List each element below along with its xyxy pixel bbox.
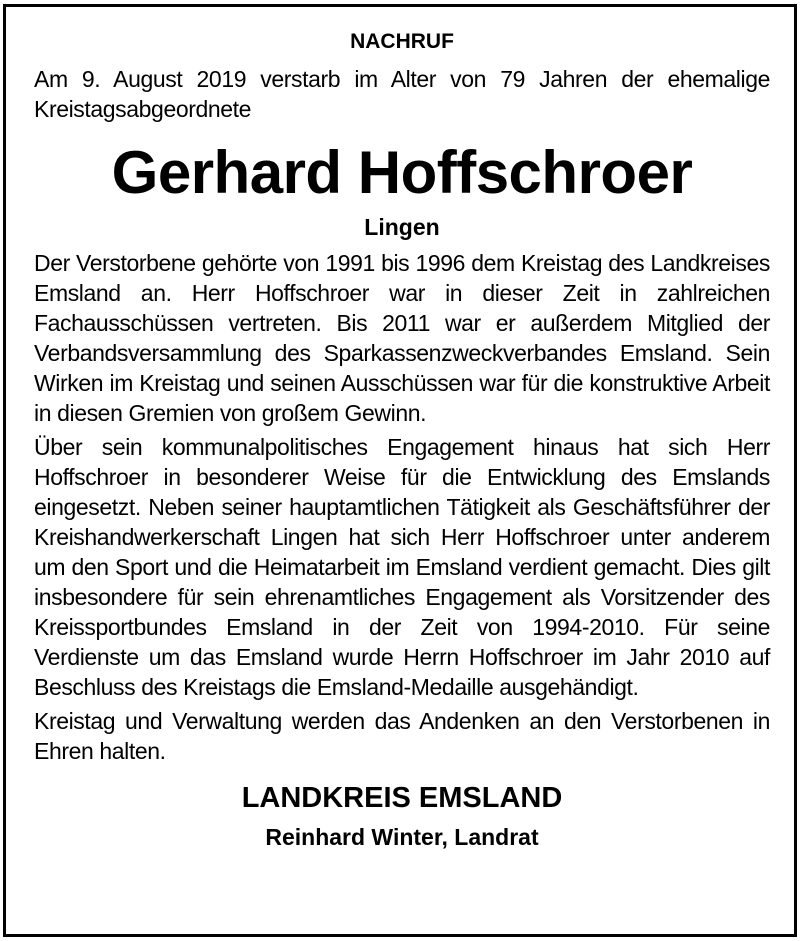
- obituary-notice: [34, 28, 770, 852]
- intro-text: Am 9. August 2019 verstarb im Alter von 79 Jahren der ehemalige Kreistagsabgeordnete: [34, 66, 770, 122]
- organization-name: LANDKREIS EMSLAND: [241, 782, 563, 814]
- signer-line: Reinhard Winter, Landrat: [265, 824, 539, 850]
- deceased-name: Gerhard Hoffschroer: [111, 139, 693, 206]
- notice-heading: NACHRUF: [350, 30, 454, 53]
- body-paragraph-3: Kreistag und Verwaltung werden das Andenken an den Verstorbenen in Ehren halten.: [34, 708, 770, 764]
- body-paragraph-2: Über sein kommunalpolitisches Engagement hinaus hat sich Herr Hoffschroer in besonderer Weise für die Entwicklung des Emslands eingesetzt. Neben seiner hauptamtlichen Tätigkeit als Geschäftsführer der Kreishandwerkerschaft Lingen hat sich Herr Hoffschroer unter anderem um den Sport und die Heimatarbeit im Emsland verdient gemacht. Dies gilt insbesondere für sein ehrenamtliches Engagement als Vorsitzender des Kreissportbundes Emsland in der Zeit von 1994-2010. Für seine Verdienste um das Emsland wurde Herrn Hoffschroer im Jahr 2010 auf Beschluss des Kreistags die Emsland-Medaille ausgehändigt.: [34, 434, 770, 700]
- body-paragraph-1: Der Verstorbene gehörte von 1991 bis 1996 dem Kreistag des Landkreises Emsland an. Herr Hoffschroer war in dieser Zeit in zahlreichen Fachausschüssen vertreten. Bis 2011 war er außerdem Mitglied der Verbandsversammlung des Sparkassenzweckverbandes Emsland. Sein Wirken im Kreistag und seinen Ausschüssen war für die konstruktive Arbeit in diesen Gremien von großem Gewinn.: [34, 250, 770, 426]
- deceased-place: Lingen: [364, 214, 440, 240]
